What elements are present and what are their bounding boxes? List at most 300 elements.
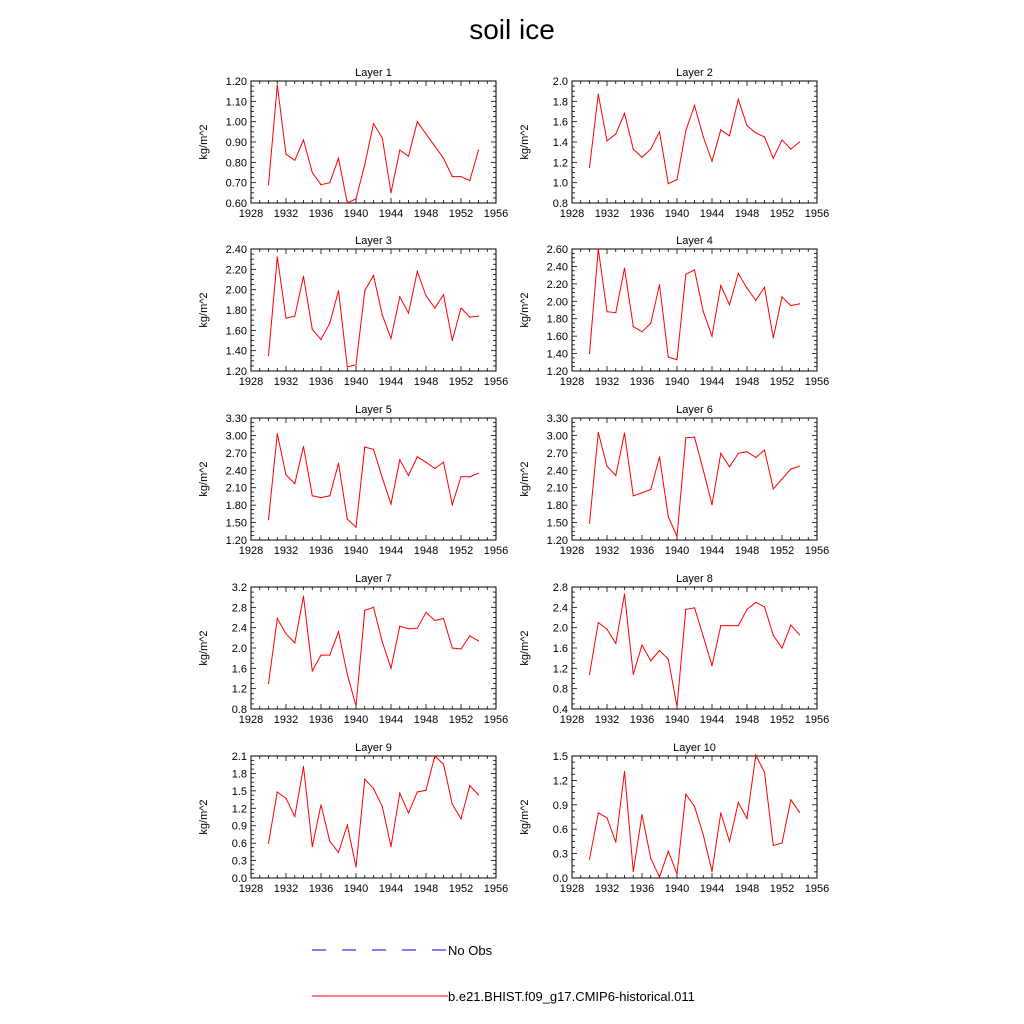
data-point [338, 290, 339, 291]
x-tick-label: 1944 [378, 714, 404, 726]
data-point [408, 475, 409, 476]
y-tick-label: 3.30 [225, 413, 247, 425]
y-tick-label: 2.4 [552, 602, 568, 615]
data-point [589, 353, 590, 354]
x-tick-label: 1928 [238, 883, 264, 895]
data-point [685, 274, 686, 275]
y-tick-label: 1.5 [552, 751, 568, 763]
x-tick-label: 1932 [273, 714, 299, 726]
data-point [417, 271, 418, 272]
x-tick-label: 1932 [273, 376, 299, 388]
chart-main-title: soil ice [469, 14, 555, 45]
data-point [469, 180, 470, 181]
data-point [382, 641, 383, 642]
data-point [668, 516, 669, 517]
data-point [773, 635, 774, 636]
y-tick-label: 1.2 [231, 803, 247, 816]
panel-title: Layer 6 [676, 404, 713, 416]
x-tick-label: 1952 [769, 208, 795, 220]
data-point [703, 311, 704, 312]
data-point [294, 160, 295, 161]
x-tick-label: 1944 [699, 714, 725, 726]
data-point [478, 150, 479, 151]
x-tick-label: 1928 [559, 545, 585, 557]
data-point [443, 618, 444, 619]
data-point [641, 331, 642, 332]
y-tick-label: 1.0 [552, 177, 568, 190]
series-line [269, 596, 479, 706]
data-point [373, 788, 374, 789]
x-tick-label: 1928 [559, 883, 585, 895]
data-point [312, 495, 313, 496]
y-tick-label: 1.8 [231, 768, 247, 781]
data-point [764, 606, 765, 607]
x-tick-label: 1956 [804, 208, 830, 220]
data-point [329, 841, 330, 842]
panel-title: Layer 7 [355, 573, 392, 585]
panel-2 [519, 67, 829, 220]
data-point [764, 136, 765, 137]
data-point [650, 323, 651, 324]
data-point [303, 139, 304, 140]
y-axis-label: kg/m^2 [519, 292, 531, 328]
data-point [320, 655, 321, 656]
y-tick-label: 2.40 [546, 261, 568, 274]
data-point [685, 437, 686, 438]
x-tick-label: 1928 [238, 208, 264, 220]
x-tick-label: 1952 [448, 376, 474, 388]
panel-1 [198, 67, 508, 220]
data-point [755, 132, 756, 133]
y-tick-label: 2.00 [546, 296, 568, 309]
data-point [347, 366, 348, 367]
data-point [469, 785, 470, 786]
x-tick-label: 1932 [594, 714, 620, 726]
data-point [478, 473, 479, 474]
data-point [606, 140, 607, 141]
y-tick-label: 2.0 [552, 622, 568, 635]
data-point [303, 766, 304, 767]
data-point [781, 296, 782, 297]
y-tick-label: 1.2 [552, 663, 568, 676]
y-tick-label: 1.8 [552, 96, 568, 109]
data-point [746, 288, 747, 289]
panel-4 [519, 235, 829, 388]
x-tick-label: 1932 [594, 208, 620, 220]
y-tick-label: 0.8 [552, 683, 568, 696]
data-point [303, 276, 304, 277]
x-tick-label: 1952 [769, 545, 795, 557]
plot-frame [572, 249, 817, 371]
y-tick-label: 3.30 [546, 413, 568, 425]
x-tick-label: 1928 [238, 545, 264, 557]
data-point [434, 307, 435, 308]
data-point [460, 307, 461, 308]
panel-5 [198, 404, 508, 557]
x-tick-label: 1956 [483, 208, 509, 220]
data-point [443, 158, 444, 159]
legend-swatch-dashed [312, 940, 448, 960]
data-point [746, 125, 747, 126]
x-tick-label: 1940 [664, 545, 690, 557]
data-point [460, 176, 461, 177]
y-tick-label: 1.6 [552, 643, 568, 655]
x-tick-label: 1932 [594, 545, 620, 557]
data-point [676, 179, 677, 180]
data-point [676, 706, 677, 707]
x-tick-label: 1928 [559, 208, 585, 220]
x-tick-label: 1952 [769, 376, 795, 388]
panel-7 [198, 573, 508, 726]
plot-frame [251, 756, 496, 878]
x-tick-label: 1956 [804, 883, 830, 895]
data-point [355, 705, 356, 706]
data-point [347, 674, 348, 675]
data-point [277, 257, 278, 258]
data-point [338, 631, 339, 632]
y-tick-label: 2.0 [231, 643, 247, 655]
x-tick-label: 1948 [734, 714, 760, 726]
data-point [417, 456, 418, 457]
data-point [738, 99, 739, 100]
x-tick-label: 1940 [664, 883, 690, 895]
y-tick-label: 0.9 [231, 820, 247, 833]
data-point [478, 640, 479, 641]
data-point [390, 503, 391, 504]
data-point [755, 602, 756, 603]
y-tick-label: 2.00 [225, 284, 247, 297]
series-line [590, 755, 800, 877]
series-line [269, 85, 479, 203]
x-tick-label: 1944 [378, 545, 404, 557]
data-point [347, 825, 348, 826]
data-point [303, 596, 304, 597]
y-tick-label: 1.10 [225, 96, 247, 109]
panel-title: Layer 10 [673, 742, 716, 754]
y-tick-label: 2.40 [546, 465, 568, 478]
data-point [338, 852, 339, 853]
data-point [641, 492, 642, 493]
data-point [650, 489, 651, 490]
series-line [590, 433, 800, 537]
data-point [382, 477, 383, 478]
data-point [720, 129, 721, 130]
y-tick-label: 2.70 [225, 447, 247, 460]
data-point [364, 446, 365, 447]
data-point [373, 123, 374, 124]
x-tick-label: 1936 [629, 883, 655, 895]
data-point [338, 158, 339, 159]
data-point [641, 644, 642, 645]
x-tick-label: 1948 [413, 714, 439, 726]
data-point [781, 139, 782, 140]
data-point [738, 453, 739, 454]
data-point [329, 323, 330, 324]
y-tick-label: 3.2 [231, 582, 247, 594]
x-tick-label: 1948 [734, 208, 760, 220]
data-point [285, 633, 286, 634]
data-point [799, 303, 800, 304]
data-point [685, 794, 686, 795]
data-point [452, 340, 453, 341]
data-point [390, 668, 391, 669]
y-tick-label: 0.6 [231, 838, 247, 851]
data-point [659, 650, 660, 651]
x-tick-label: 1948 [734, 376, 760, 388]
y-tick-label: 2.10 [546, 482, 568, 495]
data-point [703, 834, 704, 835]
data-point [434, 620, 435, 621]
data-point [390, 192, 391, 193]
data-point [624, 771, 625, 772]
data-point [685, 130, 686, 131]
data-point [738, 802, 739, 803]
data-point [589, 859, 590, 860]
data-point [764, 449, 765, 450]
data-point [711, 871, 712, 872]
y-tick-label: 1.80 [546, 500, 568, 513]
data-point [799, 634, 800, 635]
data-point [606, 629, 607, 630]
data-point [399, 626, 400, 627]
data-point [606, 466, 607, 467]
data-point [294, 816, 295, 817]
data-point [425, 462, 426, 463]
x-tick-label: 1936 [629, 545, 655, 557]
data-point [729, 841, 730, 842]
y-tick-label: 0.4 [552, 704, 568, 716]
data-point [338, 463, 339, 464]
x-tick-label: 1944 [699, 545, 725, 557]
data-point [668, 659, 669, 660]
plot-frame [251, 587, 496, 709]
data-point [598, 94, 599, 95]
data-point [633, 871, 634, 872]
data-point [285, 318, 286, 319]
data-point [659, 284, 660, 285]
data-point [268, 843, 269, 844]
data-point [764, 287, 765, 288]
x-tick-label: 1944 [378, 883, 404, 895]
y-tick-label: 0.60 [225, 198, 247, 210]
data-point [589, 167, 590, 168]
data-point [460, 818, 461, 819]
data-point [729, 304, 730, 305]
data-point [729, 466, 730, 467]
data-point [685, 609, 686, 610]
plot-frame [572, 587, 817, 709]
y-axis-label: kg/m^2 [198, 630, 210, 666]
y-tick-label: 0.6 [552, 824, 568, 837]
data-point [720, 812, 721, 813]
data-point [425, 790, 426, 791]
data-point [781, 478, 782, 479]
legend-swatch-solid [312, 986, 448, 1006]
y-axis-label: kg/m^2 [198, 461, 210, 497]
data-point [711, 504, 712, 505]
panel-6 [519, 404, 829, 557]
y-tick-label: 1.00 [225, 116, 247, 129]
data-point [355, 364, 356, 365]
x-tick-label: 1940 [343, 714, 369, 726]
data-point [390, 338, 391, 339]
data-point [781, 647, 782, 648]
data-point [606, 311, 607, 312]
data-point [268, 683, 269, 684]
y-tick-label: 1.80 [225, 500, 247, 513]
data-point [452, 647, 453, 648]
data-point [364, 164, 365, 165]
panel-title: Layer 3 [355, 235, 392, 247]
series-line [269, 257, 479, 367]
plot-frame [251, 418, 496, 540]
data-point [694, 607, 695, 608]
data-point [452, 176, 453, 177]
data-point [746, 818, 747, 819]
data-point [589, 674, 590, 675]
data-point [347, 202, 348, 203]
legend-label-no-obs: No Obs [448, 942, 493, 958]
series-line [269, 756, 479, 867]
data-point [294, 316, 295, 317]
y-tick-label: 2.0 [552, 76, 568, 88]
y-axis-label: kg/m^2 [519, 799, 531, 835]
y-tick-label: 0.80 [225, 157, 247, 170]
x-tick-label: 1936 [308, 883, 334, 895]
y-tick-label: 2.1 [231, 751, 247, 763]
data-point [399, 459, 400, 460]
y-tick-label: 1.4 [552, 137, 568, 149]
x-tick-label: 1936 [308, 714, 334, 726]
y-tick-label: 0.8 [231, 704, 247, 716]
data-point [720, 285, 721, 286]
data-point [781, 842, 782, 843]
data-point [285, 154, 286, 155]
data-point [268, 519, 269, 520]
data-point [312, 329, 313, 330]
data-point [703, 636, 704, 637]
data-point [746, 609, 747, 610]
data-point [790, 469, 791, 470]
data-point [478, 316, 479, 317]
data-point [729, 135, 730, 136]
x-tick-label: 1932 [594, 883, 620, 895]
data-point [408, 156, 409, 157]
data-point [764, 772, 765, 773]
data-point [320, 339, 321, 340]
x-tick-label: 1952 [448, 545, 474, 557]
y-tick-label: 2.4 [231, 622, 247, 635]
y-tick-label: 1.20 [546, 366, 568, 378]
x-tick-label: 1936 [308, 376, 334, 388]
y-axis-label: kg/m^2 [519, 124, 531, 160]
data-point [312, 846, 313, 847]
data-point [624, 594, 625, 595]
data-point [694, 437, 695, 438]
y-tick-label: 1.80 [225, 305, 247, 317]
data-point [773, 337, 774, 338]
x-tick-label: 1952 [448, 883, 474, 895]
data-point [268, 355, 269, 356]
x-tick-label: 1944 [699, 883, 725, 895]
data-point [452, 804, 453, 805]
x-tick-label: 1956 [483, 545, 509, 557]
data-point [469, 635, 470, 636]
data-point [773, 158, 774, 159]
y-tick-label: 1.20 [225, 535, 247, 547]
y-tick-label: 0.0 [552, 873, 568, 885]
data-point [633, 674, 634, 675]
plot-frame [251, 81, 496, 203]
data-point [650, 660, 651, 661]
y-tick-label: 1.50 [225, 517, 247, 530]
data-point [478, 794, 479, 795]
data-point [277, 618, 278, 619]
data-point [390, 846, 391, 847]
data-point [268, 184, 269, 185]
data-point [417, 121, 418, 122]
data-point [425, 612, 426, 613]
data-point [355, 527, 356, 528]
data-point [294, 642, 295, 643]
data-point [417, 628, 418, 629]
x-tick-label: 1940 [343, 545, 369, 557]
y-tick-label: 1.60 [225, 325, 247, 338]
data-point [598, 812, 599, 813]
data-point [615, 312, 616, 313]
data-point [399, 793, 400, 794]
plot-frame [251, 249, 496, 371]
panel-title: Layer 4 [676, 235, 713, 247]
data-point [469, 476, 470, 477]
y-tick-label: 1.20 [225, 76, 247, 88]
y-tick-label: 2.40 [225, 465, 247, 478]
data-point [312, 670, 313, 671]
y-tick-label: 1.6 [231, 663, 247, 676]
data-point [773, 488, 774, 489]
series-line [590, 594, 800, 706]
data-point [633, 495, 634, 496]
panel-title: Layer 1 [355, 67, 392, 79]
panel-9 [198, 742, 508, 895]
data-point [738, 625, 739, 626]
data-point [277, 433, 278, 434]
data-point [443, 764, 444, 765]
data-point [320, 184, 321, 185]
y-tick-label: 2.20 [225, 264, 247, 277]
data-point [355, 866, 356, 867]
plot-frame [572, 756, 817, 878]
x-tick-label: 1956 [804, 376, 830, 388]
data-point [408, 812, 409, 813]
data-point [615, 133, 616, 134]
data-point [443, 294, 444, 295]
x-tick-label: 1944 [378, 208, 404, 220]
data-point [598, 248, 599, 249]
y-tick-label: 1.2 [552, 775, 568, 788]
data-point [641, 814, 642, 815]
y-tick-label: 1.80 [546, 313, 568, 326]
data-point [443, 462, 444, 463]
y-tick-label: 0.70 [225, 177, 247, 190]
data-point [624, 433, 625, 434]
y-tick-label: 2.8 [231, 602, 247, 615]
data-point [790, 149, 791, 150]
y-tick-label: 0.3 [552, 848, 568, 861]
x-tick-label: 1948 [413, 545, 439, 557]
x-tick-label: 1940 [343, 883, 369, 895]
x-tick-label: 1944 [378, 376, 404, 388]
